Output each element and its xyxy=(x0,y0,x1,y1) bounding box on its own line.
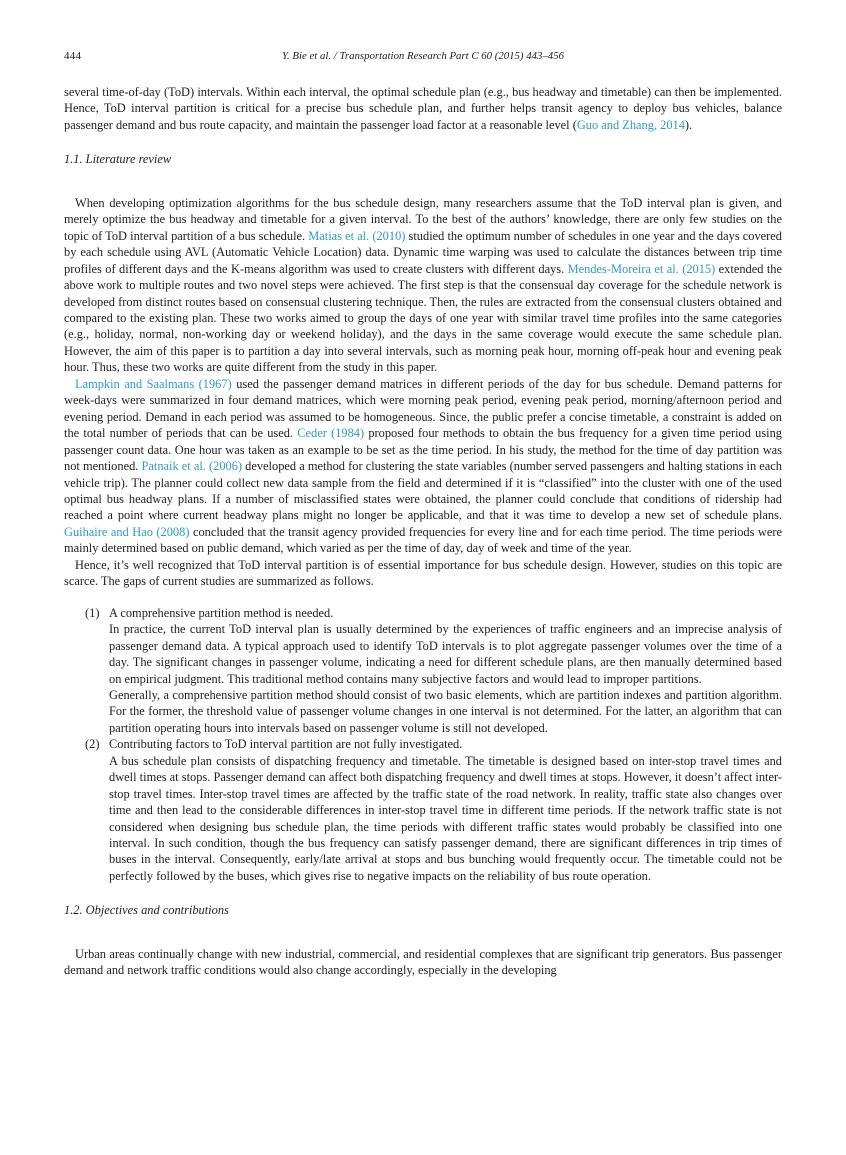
text-run: When developing optimization algorithms for the bus schedule design, many researchers assume that the ToD interval plan is given, and merely optimize the bus headway and timetable for a given interval. To the best of the authors’ knowledge, there are only few studies on the topic of ToD interval partition of a bus schedule. xyxy=(64,195,782,243)
page-header xyxy=(64,50,782,62)
list-item-body xyxy=(109,736,782,884)
list-paragraph xyxy=(109,621,782,687)
citation-link[interactable]: Matias et al. (2010) xyxy=(308,228,406,243)
citation-link[interactable]: Ceder (1984) xyxy=(297,426,365,441)
list-item xyxy=(85,605,782,737)
section-heading: 1.1. Literature review xyxy=(64,152,172,167)
citation-link[interactable]: Lampkin and Saalmans (1967) xyxy=(75,376,232,391)
page-number: 444 xyxy=(64,50,82,62)
numbered-list xyxy=(64,605,782,885)
citation-link[interactable]: Guihaire and Hao (2008) xyxy=(64,524,190,539)
citation-link[interactable]: Patnaik et al. (2006) xyxy=(141,459,243,474)
text-run: Generally, a comprehensive partition method should consist of two basic elements, which are partition indexes and partition algorithm. For the former, the threshold value of passenger volume changes in one interval is not determined. For the latter, an algorithm that can partition operating hours into intervals based on passenger volume is still not developed. xyxy=(109,687,782,735)
text-run: Contributing factors to ToD interval partition are not fully investigated. xyxy=(109,737,463,752)
article-body xyxy=(64,84,782,979)
list-item-number: (2) xyxy=(85,737,100,752)
paragraph xyxy=(64,84,782,133)
section-heading: 1.2. Objectives and contributions xyxy=(64,903,229,918)
text-run: In practice, the current ToD interval plan is usually determined by the experiences of traffic engineers and an imprecise analysis of passenger demand data. A typical approach used to identify ToD intervals is to plot aggregate passenger volumes over the time of a day. The significant changes in passenger volume, indicating a need for different schedule plans, are then manually determined based on empirical judgment. This traditional method contains many subjective factors and would lead to improper partitions. xyxy=(109,622,782,686)
citation-link[interactable]: Mendes-Moreira et al. (2015) xyxy=(567,261,716,276)
text-run: extended the above work to multiple routes and two novel steps were achieved. The first step is that the consensual day coverage for the schedule network is developed from distinct routes based on consensual clustering technique. Then, the rules are extracted from the consensual clusters obtained and compared to the existing plan. These two works aimed to group the days of one year with similar travel time profiles into the same categories (e.g., holiday, normal, non-working day or weekend holiday), and the days in the same coverage would execute the same schedule plan. However, the aim of this paper is to partition a day into several intervals, such as morning peak hour, morning off-peak hour and evening peak hour. Thus, these two works are quite different from the study in this paper. xyxy=(64,261,782,375)
list-item-body xyxy=(109,605,782,737)
text-run: A comprehensive partition method is needed. xyxy=(109,605,334,620)
text-run: Urban areas continually change with new industrial, commercial, and residential complexes that are significant trip generators. Bus passenger demand and network traffic conditions would also change accordingly, especially in the developing xyxy=(64,946,782,978)
list-paragraph xyxy=(109,736,782,752)
text-run: concluded that the transit agency provided frequencies for every line and for each time period. The time periods were mainly determined based on public demand, which varied as per the time of day, day of week and time of the year. xyxy=(64,524,782,556)
list-paragraph xyxy=(109,605,782,621)
text-run: developed a method for clustering the state variables (number served passengers and halting stations in each vehicle trip). The planner could collect new data sample from the field and determined if it is “classified” into the cluster with one of the used optimal bus headway plans. If a number of misclassified states were obtained, the planner could conclude that conditions of ridership had reached a point where current headway plans might no longer be applicable, and that it was time to develop a new set of schedule plans. xyxy=(64,459,782,523)
paragraph xyxy=(64,557,782,590)
citation-link[interactable]: Guo and Zhang, 2014 xyxy=(576,117,685,132)
text-run: used the passenger demand matrices in different periods of the day for bus schedule. Demand patterns for week-days were summarized in four demand matrices, which were morning peak period, evening peak period, morning/afternoon period and evening period. Demand in each period was assumed to be homogeneous. Since, the public prefer a concise timetable, a constraint is added on the total number of periods that can be used. xyxy=(64,376,782,441)
paragraph xyxy=(64,195,782,376)
paragraph xyxy=(64,946,782,979)
text-run: studied the optimum number of schedules in one year and the days covered by each schedule using AVL (Automatic Vehicle Location) data. Dynamic time warping was used to calculate the distances between trip time profiles of different days and the K-means algorithm was used to create clusters with different days. xyxy=(64,228,782,276)
text-run: ). xyxy=(684,117,693,132)
text-run: Hence, it’s well recognized that ToD interval partition is of essential importance for bus schedule design. However, studies on this topic are scarce. The gaps of current studies are summarized as follows. xyxy=(64,557,782,589)
list-item xyxy=(85,736,782,884)
running-title: Y. Bie et al. / Transportation Research Part C 60 (2015) 443–456 xyxy=(281,50,565,62)
list-item-number: (1) xyxy=(85,605,100,620)
text-run: several time-of-day (ToD) intervals. Within each interval, the optimal schedule plan (e.g., bus headway and timetable) can then be implemented. Hence, ToD interval partition is critical for a precise bus schedule plan, and further helps transit agency to deploy bus vehicles, balance passenger demand and bus route capacity, and maintain the passenger load factor at a reasonable level ( xyxy=(64,85,782,132)
text-run: A bus schedule plan consists of dispatching frequency and timetable. The timetable is designed based on inter-stop travel times and dwell times at stops. Passenger demand can affect both dispatching frequency and dwell times at stops. However, it doesn’t affect inter-stop travel times. Inter-stop travel times are affected by the traffic state of the road network. In reality, traffic state also changes over time and then lead to the considerable differences in inter-stop travel time in different time periods. If the network traffic state is not considered when designing bus schedule plan, the time periods with different traffic states would probably be classified into one interval. In such condition, though the bus frequency can satisfy passenger demand, there are significant differences in trip times of buses in the interval. Consequently, early/late arrival at stops and bus bunching would frequently occur. The timetable could not be perfectly followed by the buses, which gives rise to negative impacts on the reliability of bus route operation. xyxy=(109,753,782,883)
list-paragraph xyxy=(109,687,782,736)
text-run: proposed four methods to obtain the bus frequency for a given time period using passenger count data. One hour was taken as an example to be set as the time period. In his study, the method for the time of day partition was not mentioned. xyxy=(64,426,783,474)
paragraph xyxy=(64,376,782,557)
list-paragraph xyxy=(109,753,782,885)
